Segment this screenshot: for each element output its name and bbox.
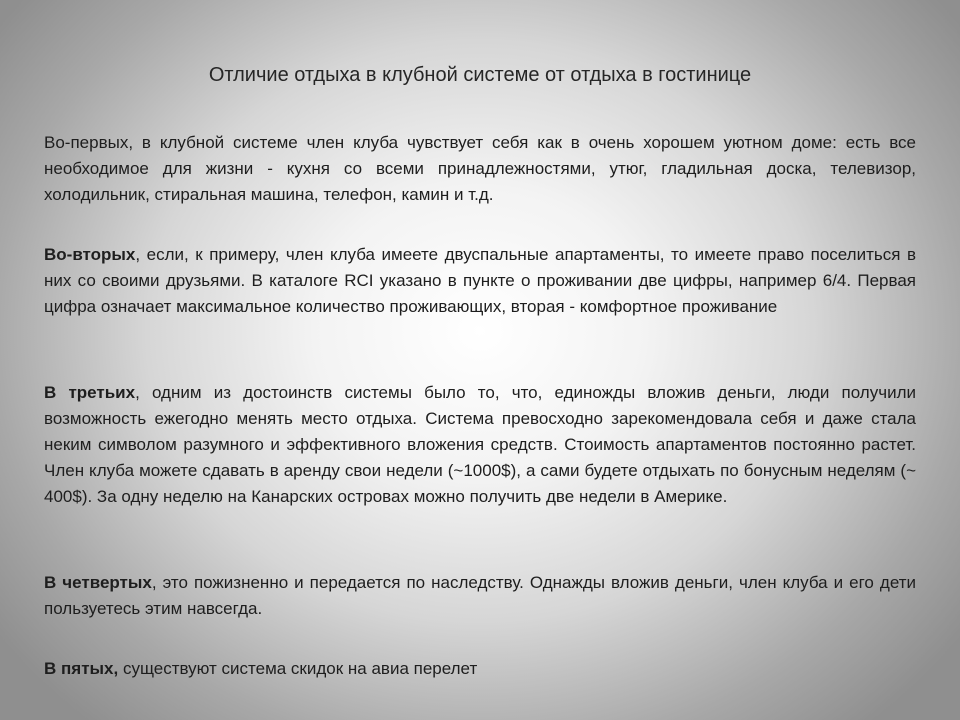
paragraph-second [44, 242, 916, 320]
paragraph-text: , это пожизненно и передается по наследству. Однажды вложив деньги, член клуба и его дети пользуетесь этим навсегда. [44, 573, 916, 618]
paragraph-lead: В третьих [44, 383, 136, 402]
slide-title: Отличие отдыха в клубной системе от отдыха в гостинице [208, 64, 752, 86]
paragraph-text: существуют система скидок на авиа перелет [118, 659, 478, 678]
paragraph-lead: В четвертых [44, 573, 152, 592]
paragraph-text: Во-первых, в клубной системе член клуба чувствует себя как в очень хорошем уютном доме: есть все необходимое для жизни - кухня со всеми принадлежностями, утюг, гладильная доска, телевизор, холодильник, стиральная машина, телефон, камин и т.д. [44, 133, 916, 204]
paragraph-third [44, 380, 916, 510]
paragraph-text: , одним из достоинств системы было то, что, единожды вложив деньги, люди получили возможность ежегодно менять место отдыха. Система превосходно зарекомендовала себя и даже стала неким символом разумного и эффективного вложения средств. Стоимость апартаментов постоянно растет. Член клуба можете сдавать в аренду свои недели (~1000$), а сами будете отдыхать по бонусным неделям (~ 400$). За одну неделю на Канарских островах можно получить две недели в Америке. [44, 383, 916, 506]
paragraph-first [44, 130, 916, 208]
paragraph-fifth [44, 656, 916, 682]
paragraph-lead: Во-вторых [44, 245, 136, 264]
paragraph-lead: В пятых, [44, 659, 119, 678]
paragraph-text: , если, к примеру, член клуба имеете двуспальные апартаменты, то имеете право поселиться в них со своими друзьями. В каталоге RCI указано в пункте о проживании две цифры, например 6/4. Первая цифра означает максимальное количество проживающих, вторая - комфортное проживание [44, 245, 916, 316]
paragraph-fourth [44, 570, 916, 622]
